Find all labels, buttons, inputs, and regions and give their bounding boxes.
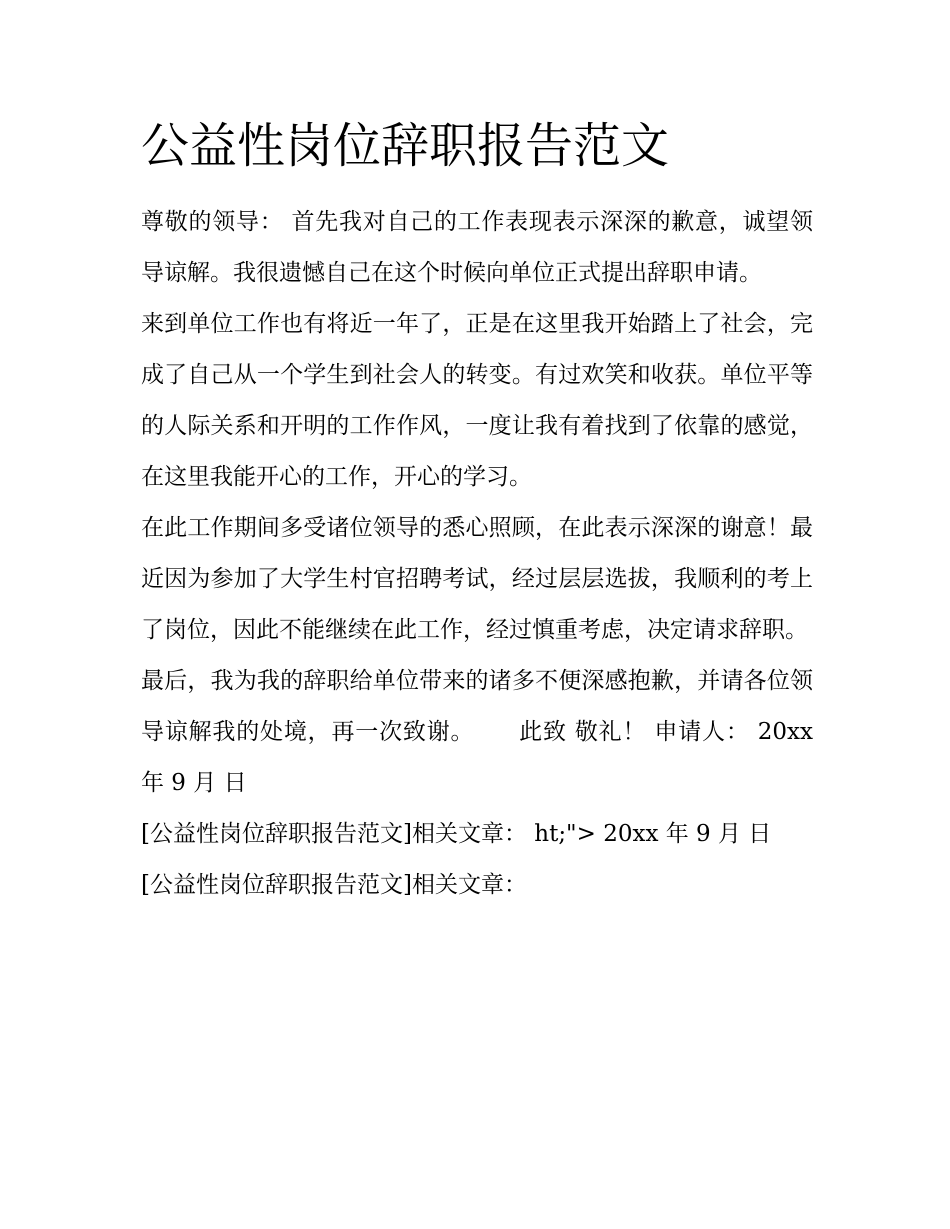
related-articles-line: [公益性岗位辞职报告范文]相关文章： [141,872,527,898]
paragraph-reason: 在此工作期间多受诸位领导的悉心照顾，在此表示深深的谢意！最近因为参加了大学生村官招聘考试，经过层层选拔，我顺利的考上了岗位，因此不能继续在此工作，经过慎重考虑，决定请求辞职。 [141,515,813,643]
document-title: 公益性岗位辞职报告范文 [141,118,670,174]
document-body [141,197,813,911]
closing-text: 最后，我为我的辞职给单位带来的诸多不便深感抱歉，并请各位领导谅解我的处境，再一次致谢。 [141,668,813,745]
paragraph-closing [141,656,813,809]
closing-signature: 此致 敬礼！ 申请人： 20xx 年 9 月 日 [141,719,813,796]
paragraph-experience: 来到单位工作也有将近一年了，正是在这里我开始踏上了社会，完成了自己从一个学生到社会人的转变。有过欢笑和收获。单位平等的人际关系和开明的工作作风，一度让我有着找到了依靠的感觉，在这里我能开心的工作，开心的学习。 [141,311,813,490]
related-articles-line: [公益性岗位辞职报告范文]相关文章： ht;"> 20xx 年 9 月 日 [141,821,772,847]
paragraph-greeting: 尊敬的领导： 首先我对自己的工作表现表示深深的歉意，诚望领导谅解。我很遗憾自己在这个时候向单位正式提出辞职申请。 [141,209,813,286]
